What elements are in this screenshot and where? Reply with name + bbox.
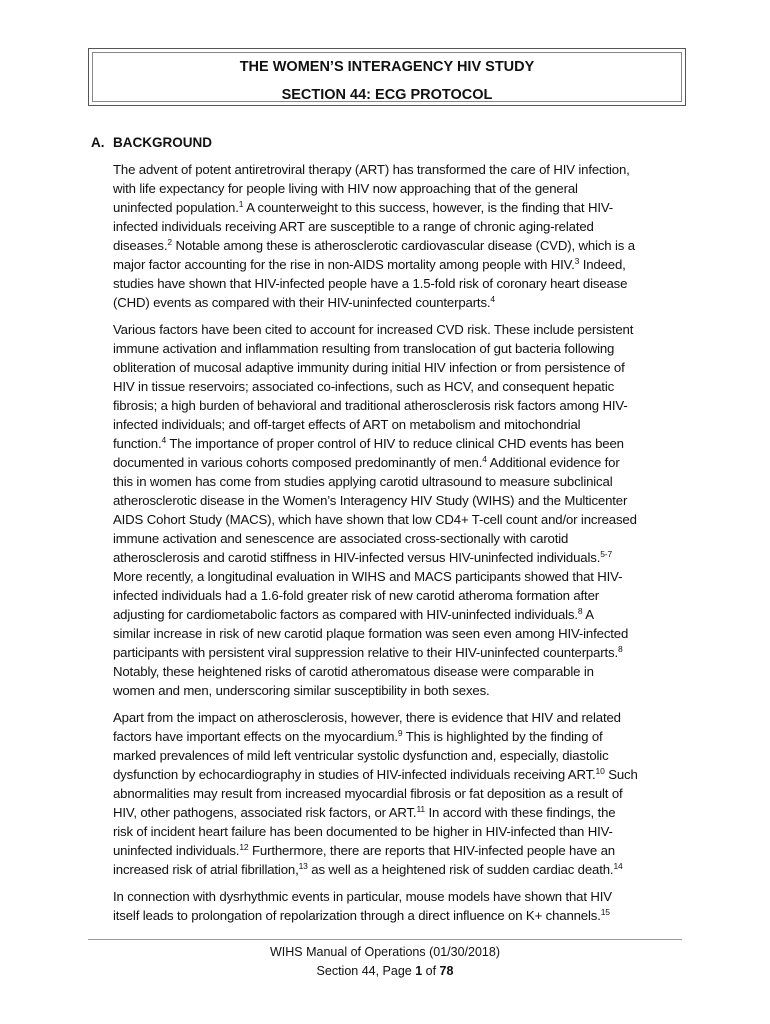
text-line xyxy=(113,841,685,860)
text-segment: women and men, underscoring similar susceptibility in both sexes. xyxy=(113,683,490,698)
text-segment: factors have important effects on the myocardium. xyxy=(113,729,398,744)
text-line xyxy=(113,236,685,255)
text-segment: major factor accounting for the rise in non-AIDS mortality among people with HIV. xyxy=(113,257,575,272)
text-segment: Apart from the impact on atherosclerosis, however, there is evidence that HIV and related xyxy=(113,710,621,725)
citation-superscript: 12 xyxy=(239,842,249,852)
text-segment: marked prevalences of mild left ventricular systolic dysfunction and, especially, diastolic xyxy=(113,748,609,763)
section-title: SECTION 44: ECG PROTOCOL xyxy=(281,87,493,103)
text-segment: increased risk of atrial fibrillation, xyxy=(113,862,299,877)
citation-superscript: 15 xyxy=(600,907,610,917)
footer-page xyxy=(0,964,770,978)
text-line xyxy=(113,860,685,879)
footer-page-total: 78 xyxy=(439,964,454,978)
text-segment: similar increase in risk of new carotid plaque formation was seen even among HIV-infected xyxy=(113,626,629,641)
citation-superscript: 10 xyxy=(595,766,605,776)
text-segment: HIV in tissue reservoirs; associated co-infections, such as HCV, and consequent hepatic xyxy=(113,379,615,394)
paragraph xyxy=(113,887,685,925)
citation-superscript: 4 xyxy=(161,435,167,445)
text-line xyxy=(113,529,685,548)
title-box xyxy=(88,48,686,106)
text-line xyxy=(113,198,685,217)
text-line xyxy=(113,548,685,567)
text-segment: participants with persistent viral suppression relative to their HIV-uninfected counterparts. xyxy=(113,645,619,660)
text-segment: abnormalities may result from increased myocardial fibrosis or fat deposition as a result of xyxy=(113,786,623,801)
text-segment: uninfected population. xyxy=(113,200,239,215)
citation-superscript: 4 xyxy=(482,454,487,464)
citation-superscript: 8 xyxy=(577,606,583,616)
text-line xyxy=(113,377,685,396)
text-segment: AIDS Cohort Study (MACS), which have shown that low CD4+ T-cell count and/or increased xyxy=(113,512,637,527)
text-segment: diseases. xyxy=(113,238,168,253)
text-line xyxy=(113,784,685,803)
text-segment: uninfected individuals. xyxy=(113,843,240,858)
citation-superscript: 1 xyxy=(238,199,244,209)
text-line xyxy=(113,803,685,822)
text-line xyxy=(113,906,685,925)
text-line xyxy=(113,358,685,377)
text-line xyxy=(113,472,685,491)
citation-superscript: 2 xyxy=(167,237,172,247)
text-segment: fibrosis; a high burden of behavioral and traditional atherosclerosis risk factors among HIV- xyxy=(113,398,628,413)
text-segment: infected individuals had a 1.6-fold greater risk of new carotid atheroma formation after xyxy=(113,588,599,603)
text-segment: Additional evidence for xyxy=(486,455,620,470)
text-line xyxy=(113,320,685,339)
text-segment: function. xyxy=(113,436,162,451)
title-box-inner-border xyxy=(92,52,682,102)
text-segment: The advent of potent antiretroviral therapy (ART) has transformed the care of HIV infection, xyxy=(113,162,630,177)
text-line xyxy=(113,510,685,529)
text-line xyxy=(113,765,685,784)
text-segment: Furthermore, there are reports that HIV-infected people have an xyxy=(248,843,615,858)
section-heading-text: BACKGROUND xyxy=(113,135,212,150)
text-segment: immune activation and inflammation resulting from translocation of gut bacteria following xyxy=(113,341,615,356)
citation-superscript: 9 xyxy=(397,728,403,738)
paragraph xyxy=(113,320,685,700)
text-segment: Notable among these is atherosclerotic cardiovascular disease (CVD), which is a xyxy=(171,238,635,253)
footer-divider xyxy=(88,939,682,940)
text-segment: In connection with dysrhythmic events in particular, mouse models have shown that HIV xyxy=(113,889,612,904)
text-segment: documented in various cohorts composed predominantly of men. xyxy=(113,455,483,470)
text-line xyxy=(113,681,685,700)
text-segment: adjusting for cardiometabolic factors as compared with HIV-uninfected individuals. xyxy=(113,607,578,622)
text-line xyxy=(113,822,685,841)
text-segment: Various factors have been cited to account for increased CVD risk. These include persistent xyxy=(113,322,634,337)
body-text xyxy=(113,160,685,933)
text-segment: In accord with these findings, the xyxy=(424,805,616,820)
text-segment: studies have shown that HIV-infected people have a 1.5-fold risk of coronary heart disease xyxy=(113,276,628,291)
text-segment: (CHD) events as compared with their HIV-uninfected counterparts. xyxy=(113,295,491,310)
text-line xyxy=(113,624,685,643)
text-segment: More recently, a longitudinal evaluation in WIHS and MACS participants showed that HIV- xyxy=(113,569,623,584)
citation-superscript: 4 xyxy=(490,294,495,304)
text-line xyxy=(113,179,685,198)
text-segment: Notably, these heightened risks of carotid atheromatous disease were comparable in xyxy=(113,664,594,679)
citation-superscript: 5-7 xyxy=(600,549,613,559)
text-segment: obliteration of mucosal adaptive immunity during initial HIV infection or from persistence of xyxy=(113,360,625,375)
section-heading xyxy=(91,135,212,150)
footer-manual: WIHS Manual of Operations (01/30/2018) xyxy=(270,945,500,959)
text-line xyxy=(113,274,685,293)
text-line xyxy=(113,643,685,662)
text-line xyxy=(113,415,685,434)
text-line xyxy=(113,586,685,605)
text-segment: HIV, other pathogens, associated risk factors, or ART. xyxy=(113,805,417,820)
citation-superscript: 8 xyxy=(618,644,623,654)
text-line xyxy=(113,605,685,624)
text-segment: A counterweight to this success, however, is the finding that HIV- xyxy=(243,200,613,215)
text-line xyxy=(113,708,685,727)
text-segment: The importance of proper control of HIV to reduce clinical CHD events has been xyxy=(166,436,624,451)
text-line xyxy=(113,662,685,681)
text-line xyxy=(113,160,685,179)
text-segment: immune activation and senescence are associated cross-sectionally with carotid xyxy=(113,531,569,546)
text-segment: this in women has come from studies applying carotid ultrasound to measure subclinical xyxy=(113,474,613,489)
citation-superscript: 11 xyxy=(416,804,425,814)
citation-superscript: 3 xyxy=(574,256,580,266)
text-line xyxy=(113,255,685,274)
text-line xyxy=(113,217,685,236)
text-segment: infected individuals receiving ART are susceptible to a range of chronic aging-related xyxy=(113,219,594,234)
text-line xyxy=(113,887,685,906)
footer-page-of: of xyxy=(422,964,440,978)
section-letter: A. xyxy=(91,135,105,150)
text-line xyxy=(113,567,685,586)
text-line xyxy=(113,434,685,453)
document-title: THE WOMEN’S INTERAGENCY HIV STUDY xyxy=(239,59,535,75)
paragraph xyxy=(113,708,685,879)
text-segment: Indeed, xyxy=(579,257,626,272)
text-segment: risk of incident heart failure has been documented to be higher in HIV-infected than HIV- xyxy=(113,824,613,839)
text-line xyxy=(113,339,685,358)
text-segment: A xyxy=(582,607,594,622)
text-segment: infected individuals; and off-target effects of ART on metabolism and mitochondrial xyxy=(113,417,581,432)
text-line xyxy=(113,293,685,312)
footer-page-prefix: Section 44, Page xyxy=(316,964,416,978)
text-segment: itself leads to prolongation of repolarization through a direct influence on K+ channels. xyxy=(113,908,601,923)
paragraph xyxy=(113,160,685,312)
text-segment: with life expectancy for people living with HIV now approaching that of the general xyxy=(113,181,578,196)
text-line xyxy=(113,727,685,746)
text-segment: atherosclerotic disease in the Women’s Interagency HIV Study (WIHS) and the Multicenter xyxy=(113,493,628,508)
footer-page-number: 1 xyxy=(415,964,423,978)
text-segment: This is highlighted by the finding of xyxy=(402,729,603,744)
text-line xyxy=(113,746,685,765)
text-segment: as well as a heightened risk of sudden cardiac death. xyxy=(307,862,614,877)
text-line xyxy=(113,396,685,415)
citation-superscript: 13 xyxy=(298,861,308,871)
citation-superscript: 14 xyxy=(613,861,623,871)
text-segment: Such xyxy=(604,767,638,782)
text-segment: dysfunction by echocardiography in studies of HIV-infected individuals receiving ART. xyxy=(113,767,596,782)
text-line xyxy=(113,491,685,510)
text-line xyxy=(113,453,685,472)
text-segment: atherosclerosis and carotid stiffness in HIV-infected versus HIV-uninfected individuals. xyxy=(113,550,601,565)
